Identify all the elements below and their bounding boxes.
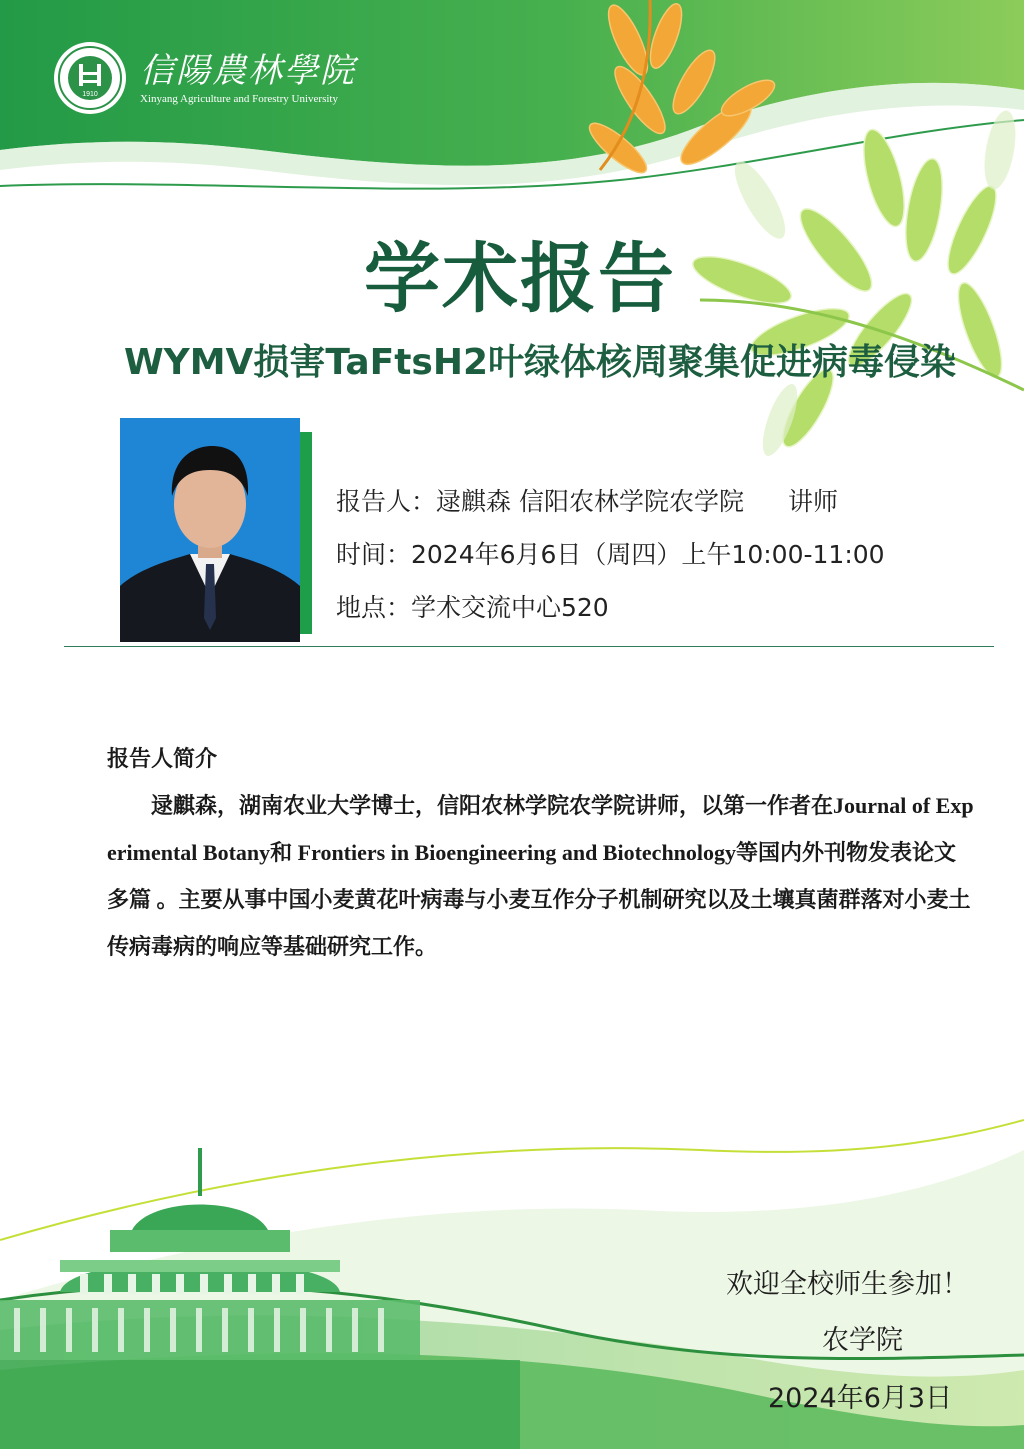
svg-text:1910: 1910 [82,91,98,98]
speaker-photo [120,418,300,642]
page-title: 学术报告 [364,234,676,323]
speaker-title: 讲师 [787,487,838,516]
section-divider [64,646,994,647]
university-logo [52,40,356,116]
report-topic: WYMV损害TaFtsH2叶绿体核周聚集促进病毒侵染 [123,342,957,383]
host-department: 农学院 [822,1325,903,1356]
report-location: 地点：学术交流中心520 [336,593,609,622]
report-time: 时间：2024年6月6日（周四）上午10:00-11:00 [336,540,885,569]
issue-date: 2024年6月3日 [768,1383,953,1414]
welcome-text: 欢迎全校师生参加！ [726,1269,969,1300]
university-name-en: Xinyang Agriculture and Forestry University [140,93,338,105]
speaker-info [336,482,838,518]
speaker-name: 报告人：逯麒森 信阳农林学院农学院 [336,487,744,516]
university-name-cn: 信陽農林學院 [140,51,356,91]
bio-text: 逯麒森，湖南农业大学博士，信阳农林学院农学院讲师，以第一作者在Journal of Experimental Botany和 Frontiers in Bioengineering and Biotechnology等国内外刊物发表论文多篇 。主要从事中国小麦黄花叶病毒与小麦互作分子机制研究以及土壤真菌群落对小麦土传病毒病的响应等基础研究工作。 [107,793,974,959]
university-seal-icon [52,40,128,116]
bio-heading: 报告人简介 [107,747,218,772]
photo-accent-bar [298,432,312,634]
